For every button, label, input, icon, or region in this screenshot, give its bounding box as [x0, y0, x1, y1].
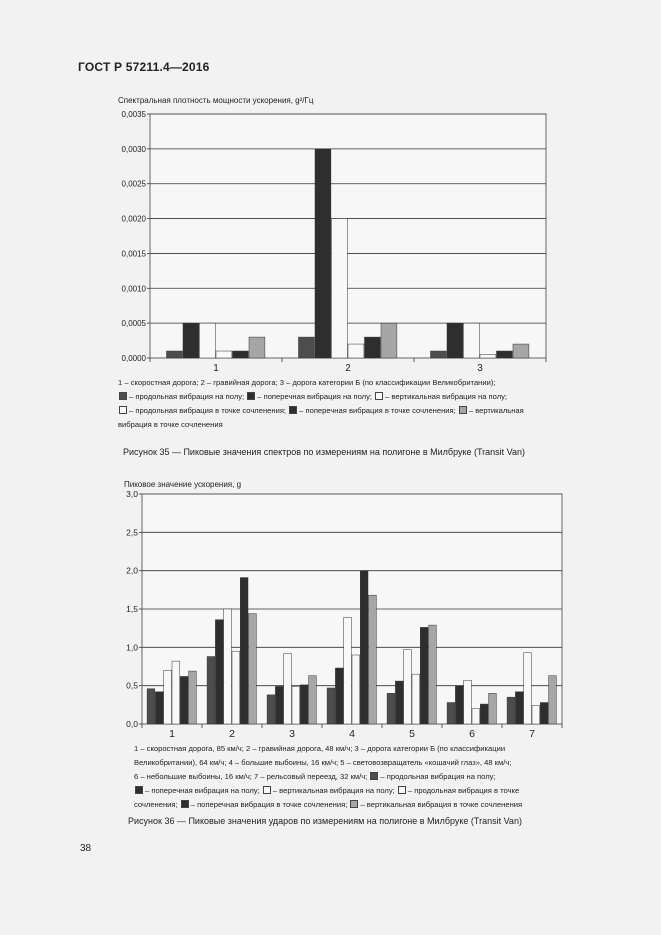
- chart2-bar: [447, 703, 455, 724]
- chart1-legend-text: – вертикальная вибрация на полу;: [385, 392, 508, 401]
- chart2-legend-text: – поперечная вибрация в точке сочленения;: [190, 800, 350, 809]
- chart1-xtick-label: 1: [213, 363, 219, 374]
- chart2-ytick-label: 0,5: [126, 680, 138, 691]
- chart2-legend-row: [134, 742, 522, 756]
- chart2-xtick-label: 4: [349, 728, 355, 740]
- chart2-ytick-label: 0,0: [126, 719, 138, 729]
- chart2-bar: [300, 685, 308, 724]
- document-header: ГОСТ Р 57211.4—2016: [78, 60, 210, 74]
- chart2-bar: [344, 617, 352, 724]
- chart1-bar: [365, 337, 381, 358]
- chart2-bar: [147, 689, 155, 724]
- chart2-legend-swatch: [181, 800, 189, 808]
- chart1-legend-swatch: [247, 392, 255, 400]
- chart2-legend-text: – продольная вибрация в точке: [407, 786, 520, 795]
- chart2-bar: [155, 692, 163, 724]
- chart2-bar: [189, 671, 197, 724]
- chart2-bar: [404, 650, 412, 724]
- chart1-bar: [348, 344, 364, 358]
- chart2-legend-swatch: [370, 772, 378, 780]
- chart2-legend-text: 6 – небольшие выбоины, 16 км/ч; 7 – рельсовый переезд, 32 км/ч;: [134, 772, 370, 781]
- chart2-legend-text: – вертикальная вибрация в точке сочленения: [360, 800, 523, 809]
- chart1-ytick-label: 0,0015: [121, 249, 146, 259]
- chart2-ytick-label: 2,5: [126, 527, 138, 538]
- chart2-legend-text: – продольная вибрация на полу;: [380, 772, 496, 781]
- chart1-bar: [464, 323, 480, 358]
- chart2-legend: [134, 742, 522, 812]
- chart2-xtick-label: 2: [229, 728, 235, 740]
- chart1-legend-text: – вертикальная: [468, 406, 524, 415]
- chart1-legend-text: – поперечная вибрация в точке сочленения;: [299, 406, 458, 415]
- chart2-bar: [164, 670, 172, 724]
- chart1-legend-row: [118, 404, 524, 418]
- chart2-bar: [360, 571, 368, 724]
- chart1-bar: [249, 337, 265, 358]
- chart1-legend-swatch: [119, 392, 127, 400]
- chart1-legend-swatch: [119, 406, 127, 414]
- chart2-bar: [284, 653, 292, 724]
- chart2-bar: [352, 655, 360, 724]
- chart2-bar: [540, 703, 548, 724]
- chart2-bar: [335, 668, 343, 724]
- chart2-bar: [420, 627, 428, 724]
- chart1-ytick-label: 0,0005: [121, 319, 146, 329]
- chart2-legend-swatch: [350, 800, 358, 808]
- chart1-bar: [216, 351, 232, 358]
- chart2-xtick-label: 7: [529, 728, 535, 740]
- chart1-legend-text: – поперечная вибрация на полу;: [257, 392, 375, 401]
- chart2-bar: [249, 614, 257, 724]
- chart1-bar: [299, 337, 315, 358]
- chart1-bar: [513, 344, 529, 358]
- chart2-legend-swatch: [263, 786, 271, 794]
- chart1-legend-text: – продольная вибрация в точке сочленения;: [129, 406, 289, 415]
- chart2-bar: [215, 620, 223, 724]
- chart2-bar: [515, 692, 523, 724]
- chart2-ytick-label: 2,0: [126, 565, 138, 576]
- chart1-ytick-label: 0,0010: [121, 284, 146, 294]
- chart2-bar: [507, 697, 515, 724]
- chart2-bar: [267, 695, 275, 724]
- chart1-bar: [183, 323, 199, 358]
- chart1-xtick-label: 2: [345, 363, 351, 374]
- chart1-ytick-label: 0,0020: [121, 214, 146, 224]
- chart2-ytick-label: 1,5: [126, 604, 138, 614]
- chart2-legend-swatch: [135, 786, 143, 794]
- chart2-bar: [412, 674, 420, 724]
- chart2-legend-text: сочленения;: [134, 800, 180, 809]
- chart1-bar: [332, 219, 348, 358]
- chart2-legend-row: [134, 756, 522, 770]
- chart1-legend-swatch: [459, 406, 467, 414]
- chart1-legend: [118, 376, 524, 432]
- chart1-xtick-label: 3: [477, 363, 483, 374]
- chart2-bar: [224, 609, 232, 724]
- chart2-bar: [327, 688, 335, 724]
- chart1-ytick-label: 0,0025: [121, 179, 146, 189]
- chart2-ytick-label: 3,0: [126, 489, 138, 499]
- chart2-legend-row: [134, 770, 522, 784]
- chart1-ytick-label: 0,0035: [121, 110, 146, 119]
- chart1-legend-row: [118, 376, 524, 390]
- chart2-bar: [429, 625, 437, 724]
- chart2-xtick-label: 3: [289, 728, 295, 740]
- chart2-bar: [489, 693, 497, 724]
- chart2-bar: [240, 578, 248, 724]
- chart2-ylabel: Пиковое значение ускорения, g: [124, 480, 242, 489]
- chart1-bar: [233, 351, 249, 358]
- chart1-bar: [381, 323, 397, 358]
- chart2-xtick-label: 5: [409, 728, 415, 740]
- chart2-bar: [275, 686, 283, 724]
- chart2-bar: [387, 693, 395, 724]
- chart2-bar: [480, 704, 488, 724]
- chart2-legend-text: Великобритании), 64 км/ч; 4 – большие выбоины, 16 км/ч; 5 – световозвращатель «кошачий глаз», 48 км/ч;: [134, 758, 512, 767]
- chart2-bar: [207, 657, 215, 724]
- chart2-bar: [309, 676, 317, 724]
- figure35-caption: Рисунок 35 — Пиковые значения спектров по измерениям на полигоне в Милбруке (Transit Van): [123, 447, 526, 457]
- chart1-bar: [497, 351, 513, 358]
- chart1-plot: [122, 110, 546, 374]
- chart1-ylabel: Спектральная плотность мощности ускорения, g²/Гц: [118, 96, 314, 105]
- chart2-bar: [292, 686, 300, 724]
- chart2-xtick-label: 6: [469, 728, 475, 740]
- chart1-ytick-label: 0,0030: [121, 144, 146, 154]
- chart1-legend-text: 1 – скоростная дорога; 2 – гравийная дорога; 3 – дорога категории Б (по классификации Великобритании);: [118, 378, 496, 387]
- chart2-bar: [232, 651, 240, 724]
- chart2-legend-text: – поперечная вибрация на полу;: [145, 786, 262, 795]
- chart1-bar: [447, 323, 463, 358]
- chart2-bar: [180, 676, 188, 724]
- chart2-ytick-label: 1,0: [126, 642, 138, 653]
- figure36-caption: Рисунок 36 — Пиковые значения ударов по измерениям на полигоне в Милбруке (Transit Van): [128, 816, 522, 826]
- page-number: 38: [80, 843, 92, 854]
- chart2-xtick-label: 1: [169, 728, 175, 740]
- chart2-legend-text: 1 – скоростная дорога, 85 км/ч; 2 – гравийная дорога, 48 км/ч; 3 – дорога категории Б (по классификации: [134, 744, 506, 753]
- chart2-bar: [472, 709, 480, 724]
- chart2-bar: [172, 661, 180, 724]
- chart2-plot: [126, 489, 562, 740]
- chart1-bar: [167, 351, 183, 358]
- chart1-legend-swatch: [289, 406, 297, 414]
- chart2-legend-swatch: [398, 786, 406, 794]
- chart1-ytick-label: 0,0000: [121, 354, 146, 363]
- chart2-bar: [395, 681, 403, 724]
- chart1-legend-text: вибрация в точке сочленения: [118, 420, 223, 429]
- chart2-legend-row: [134, 784, 522, 798]
- chart2-bar: [532, 706, 540, 724]
- chart1-bar: [200, 323, 216, 358]
- chart2-legend-text: – вертикальная вибрация на полу;: [272, 786, 397, 795]
- chart1-bar: [315, 149, 331, 358]
- chart2-bar: [455, 686, 463, 724]
- chart2-bar: [524, 653, 532, 724]
- chart1-legend-text: – продольная вибрация на полу;: [129, 392, 247, 401]
- chart1-bar: [431, 351, 447, 358]
- chart2-legend-row: [134, 798, 522, 812]
- chart1-legend-row: [118, 418, 524, 432]
- chart1-bar: [480, 355, 496, 358]
- chart2-bar: [549, 676, 557, 724]
- chart1-legend-row: [118, 390, 524, 404]
- chart2-bar: [464, 680, 472, 724]
- chart1-legend-swatch: [375, 392, 383, 400]
- chart2-bar: [369, 595, 377, 724]
